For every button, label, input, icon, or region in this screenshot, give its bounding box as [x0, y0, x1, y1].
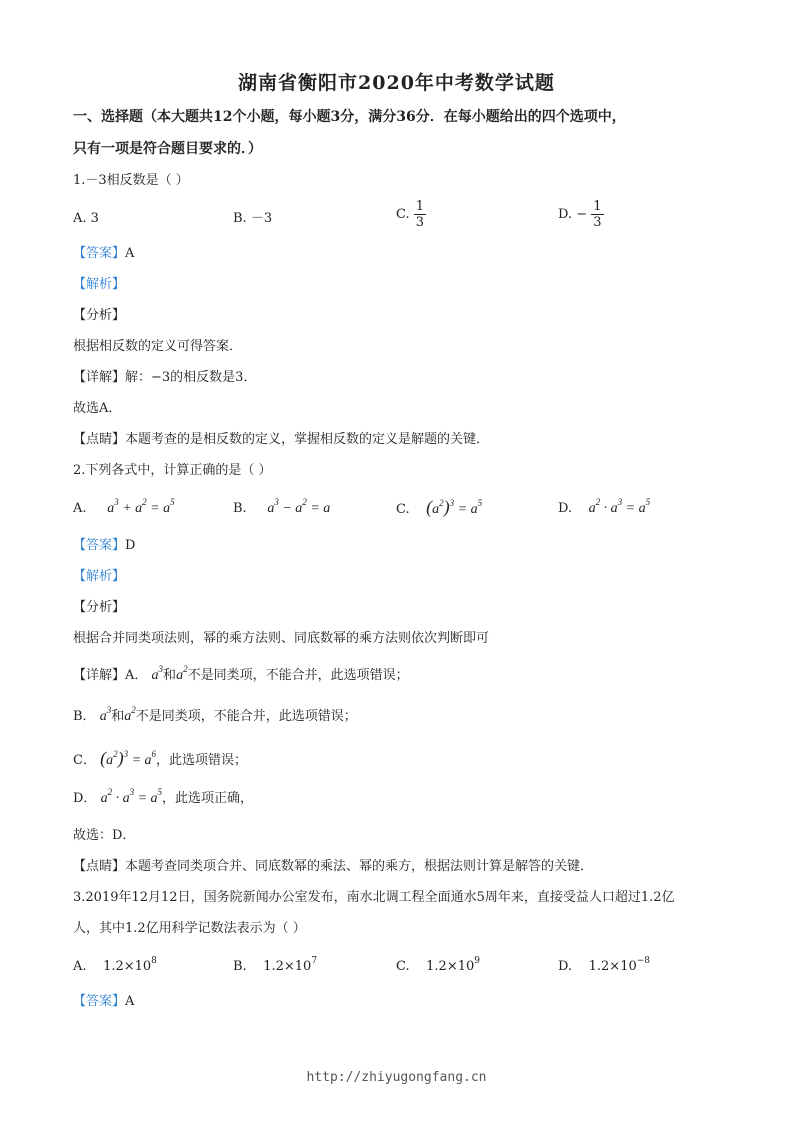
q1-option-b: B. －3: [233, 211, 273, 226]
q2-option-c: [396, 498, 482, 519]
q2-option-b: [233, 497, 331, 518]
detail-a-prefix: A．: [125, 668, 148, 683]
q1-fenxi-tag: 【分析】: [73, 308, 126, 323]
q1-stem: 1.－3相反数是（ ）: [73, 173, 189, 188]
q3-stem-line1: 3.2019年12月12日，国务院新闻办公室发布，南水北调工程全面通水5周年来，直接受益人口超过1.2亿: [73, 890, 675, 905]
fraction-numerator: 1: [593, 199, 602, 214]
q3-option-c-label: C.: [396, 959, 410, 974]
sci-exponent: 7: [311, 956, 318, 966]
q2-choose: 故选：D．: [73, 828, 136, 843]
comment-tag: 【点睛】: [73, 432, 126, 447]
q2-option-b-expr: $a^3 - a^2 = a$: [267, 497, 331, 516]
detail-d-prefix: D．: [73, 791, 97, 806]
q1-choose: 故选A．: [73, 401, 122, 416]
q2-detail-a: [73, 664, 409, 685]
q2-comment: [73, 858, 593, 876]
q2-answer: [73, 537, 135, 555]
detail-tag: 【详解】: [73, 668, 126, 683]
q1-comment-text: 本题考查的是相反数的定义，掌握相反数的定义是解题的关键．: [125, 432, 490, 447]
q1-option-d-fraction: [591, 199, 603, 230]
q1-option-c: [396, 199, 426, 230]
sci-base: 1.2×10: [588, 959, 637, 974]
detail-c-prefix: C．: [73, 753, 96, 768]
q3-answer: [73, 993, 134, 1011]
q3-option-b-label: B.: [233, 959, 247, 974]
detail-b-mid: 和: [111, 709, 125, 724]
q1-detail-text: 解：−3的相反数是3．: [125, 370, 257, 385]
q3-option-b-expr: [263, 956, 318, 974]
q2-option-a-label: A.: [73, 501, 87, 516]
q1-option-d: [558, 199, 604, 230]
detail-d-suffix: ，此选项正确，: [162, 791, 254, 806]
expr-a3: $a^3$: [151, 664, 164, 683]
expr-a2: $a^2$: [124, 705, 136, 724]
section-heading-line1: 一、选择题（本大题共12个小题，每小题3分，满分36分．在每小题给出的四个选项中，: [73, 109, 626, 125]
q2-option-c-expr: $(a^2)^3 = a^5$: [426, 497, 483, 517]
q2-option-c-label: C.: [396, 502, 410, 517]
q2-option-b-label: B.: [233, 501, 247, 516]
fraction-denominator: 3: [415, 215, 425, 230]
q2-detail-c: [73, 749, 247, 770]
q2-fenxi-text: 根据合并同类项法则，幂的乘方法则、同底数幂的乘方法则依次判断即可: [73, 631, 490, 646]
page-title: 湖南省衡阳市2020年中考数学试题: [238, 72, 555, 94]
sci-exponent: 9: [474, 956, 480, 966]
q1-option-d-label: D. −: [558, 207, 588, 222]
sci-base: 1.2×10: [426, 959, 475, 974]
answer-tag: 【答案】: [73, 538, 126, 553]
q2-answer-value: D: [125, 538, 136, 553]
q3-option-d-label: D.: [558, 959, 573, 974]
q2-detail-b: [73, 705, 357, 726]
q2-analysis-tag: 【解析】: [73, 569, 126, 584]
q2-option-d-label: D.: [558, 501, 573, 516]
q2-option-d: [558, 497, 651, 518]
q1-option-c-label: C.: [396, 207, 410, 222]
q3-stem-line2: 人，其中1.2亿用科学记数法表示为（ ）: [73, 921, 306, 936]
q2-option-a: [73, 497, 175, 518]
detail-b-suffix: 不是同类项，不能合并，此选项错误；: [135, 709, 357, 724]
sci-exponent: −8: [636, 956, 651, 966]
q3-answer-value: A: [125, 994, 135, 1009]
fraction-denominator: 3: [593, 215, 602, 230]
q3-option-a-label: A.: [73, 959, 87, 974]
q1-option-a: A. 3: [73, 211, 99, 226]
sci-exponent: 8: [151, 956, 157, 966]
detail-tag: 【详解】: [73, 370, 126, 385]
q3-option-a-expr: [103, 956, 157, 974]
q2-stem: 2.下列各式中，计算正确的是（ ）: [73, 463, 272, 478]
q3-option-c-expr: [426, 956, 480, 974]
q2-option-d-expr: $a^2 \cdot a^3 = a^5$: [588, 497, 651, 516]
expr-product: $a^2 \cdot a^3 = a^5$: [100, 787, 163, 806]
sci-base: 1.2×10: [263, 959, 312, 974]
detail-a-mid: 和: [163, 668, 177, 683]
q3-option-d: [558, 958, 650, 976]
q1-fenxi-text: 根据相反数的定义可得答案．: [73, 339, 243, 354]
q2-detail-d: [73, 787, 254, 808]
q2-option-a-expr: $a^3 + a^2 = a^5$: [107, 497, 175, 516]
q1-detail: [73, 369, 256, 387]
q1-analysis-tag: 【解析】: [73, 277, 126, 292]
comment-tag: 【点睛】: [73, 859, 126, 874]
q2-comment-text: 本题考查同类项合并、同底数幂的乘法、幂的乘方，根据法则计算是解答的关键．: [125, 859, 594, 874]
answer-tag: 【答案】: [73, 994, 126, 1009]
q3-option-d-expr: [588, 956, 651, 974]
sci-base: 1.2×10: [103, 959, 152, 974]
q3-option-b: [233, 958, 317, 976]
expr-a2: $a^2$: [176, 664, 188, 683]
q1-option-c-fraction: [414, 199, 426, 230]
detail-a-suffix: 不是同类项，不能合并，此选项错误；: [187, 668, 409, 683]
q1-answer: [73, 245, 134, 263]
detail-b-prefix: B．: [73, 709, 96, 724]
q1-answer-value: A: [125, 246, 135, 261]
q3-option-a: [73, 958, 157, 976]
detail-c-suffix: ，此选项错误；: [156, 753, 248, 768]
answer-tag: 【答案】: [73, 246, 126, 261]
q3-option-c: [396, 958, 480, 976]
fraction-numerator: 1: [415, 199, 425, 214]
q2-fenxi-tag: 【分析】: [73, 600, 126, 615]
section-heading-line2: 只有一项是符合题目要求的．）: [73, 141, 262, 157]
q1-comment: [73, 431, 489, 449]
expr-power-of-power: $(a^2)^3 = a^6$: [100, 748, 157, 768]
footer-url: http://zhiyugongfang.cn: [306, 1070, 487, 1085]
expr-a3: $a^3$: [99, 705, 112, 724]
